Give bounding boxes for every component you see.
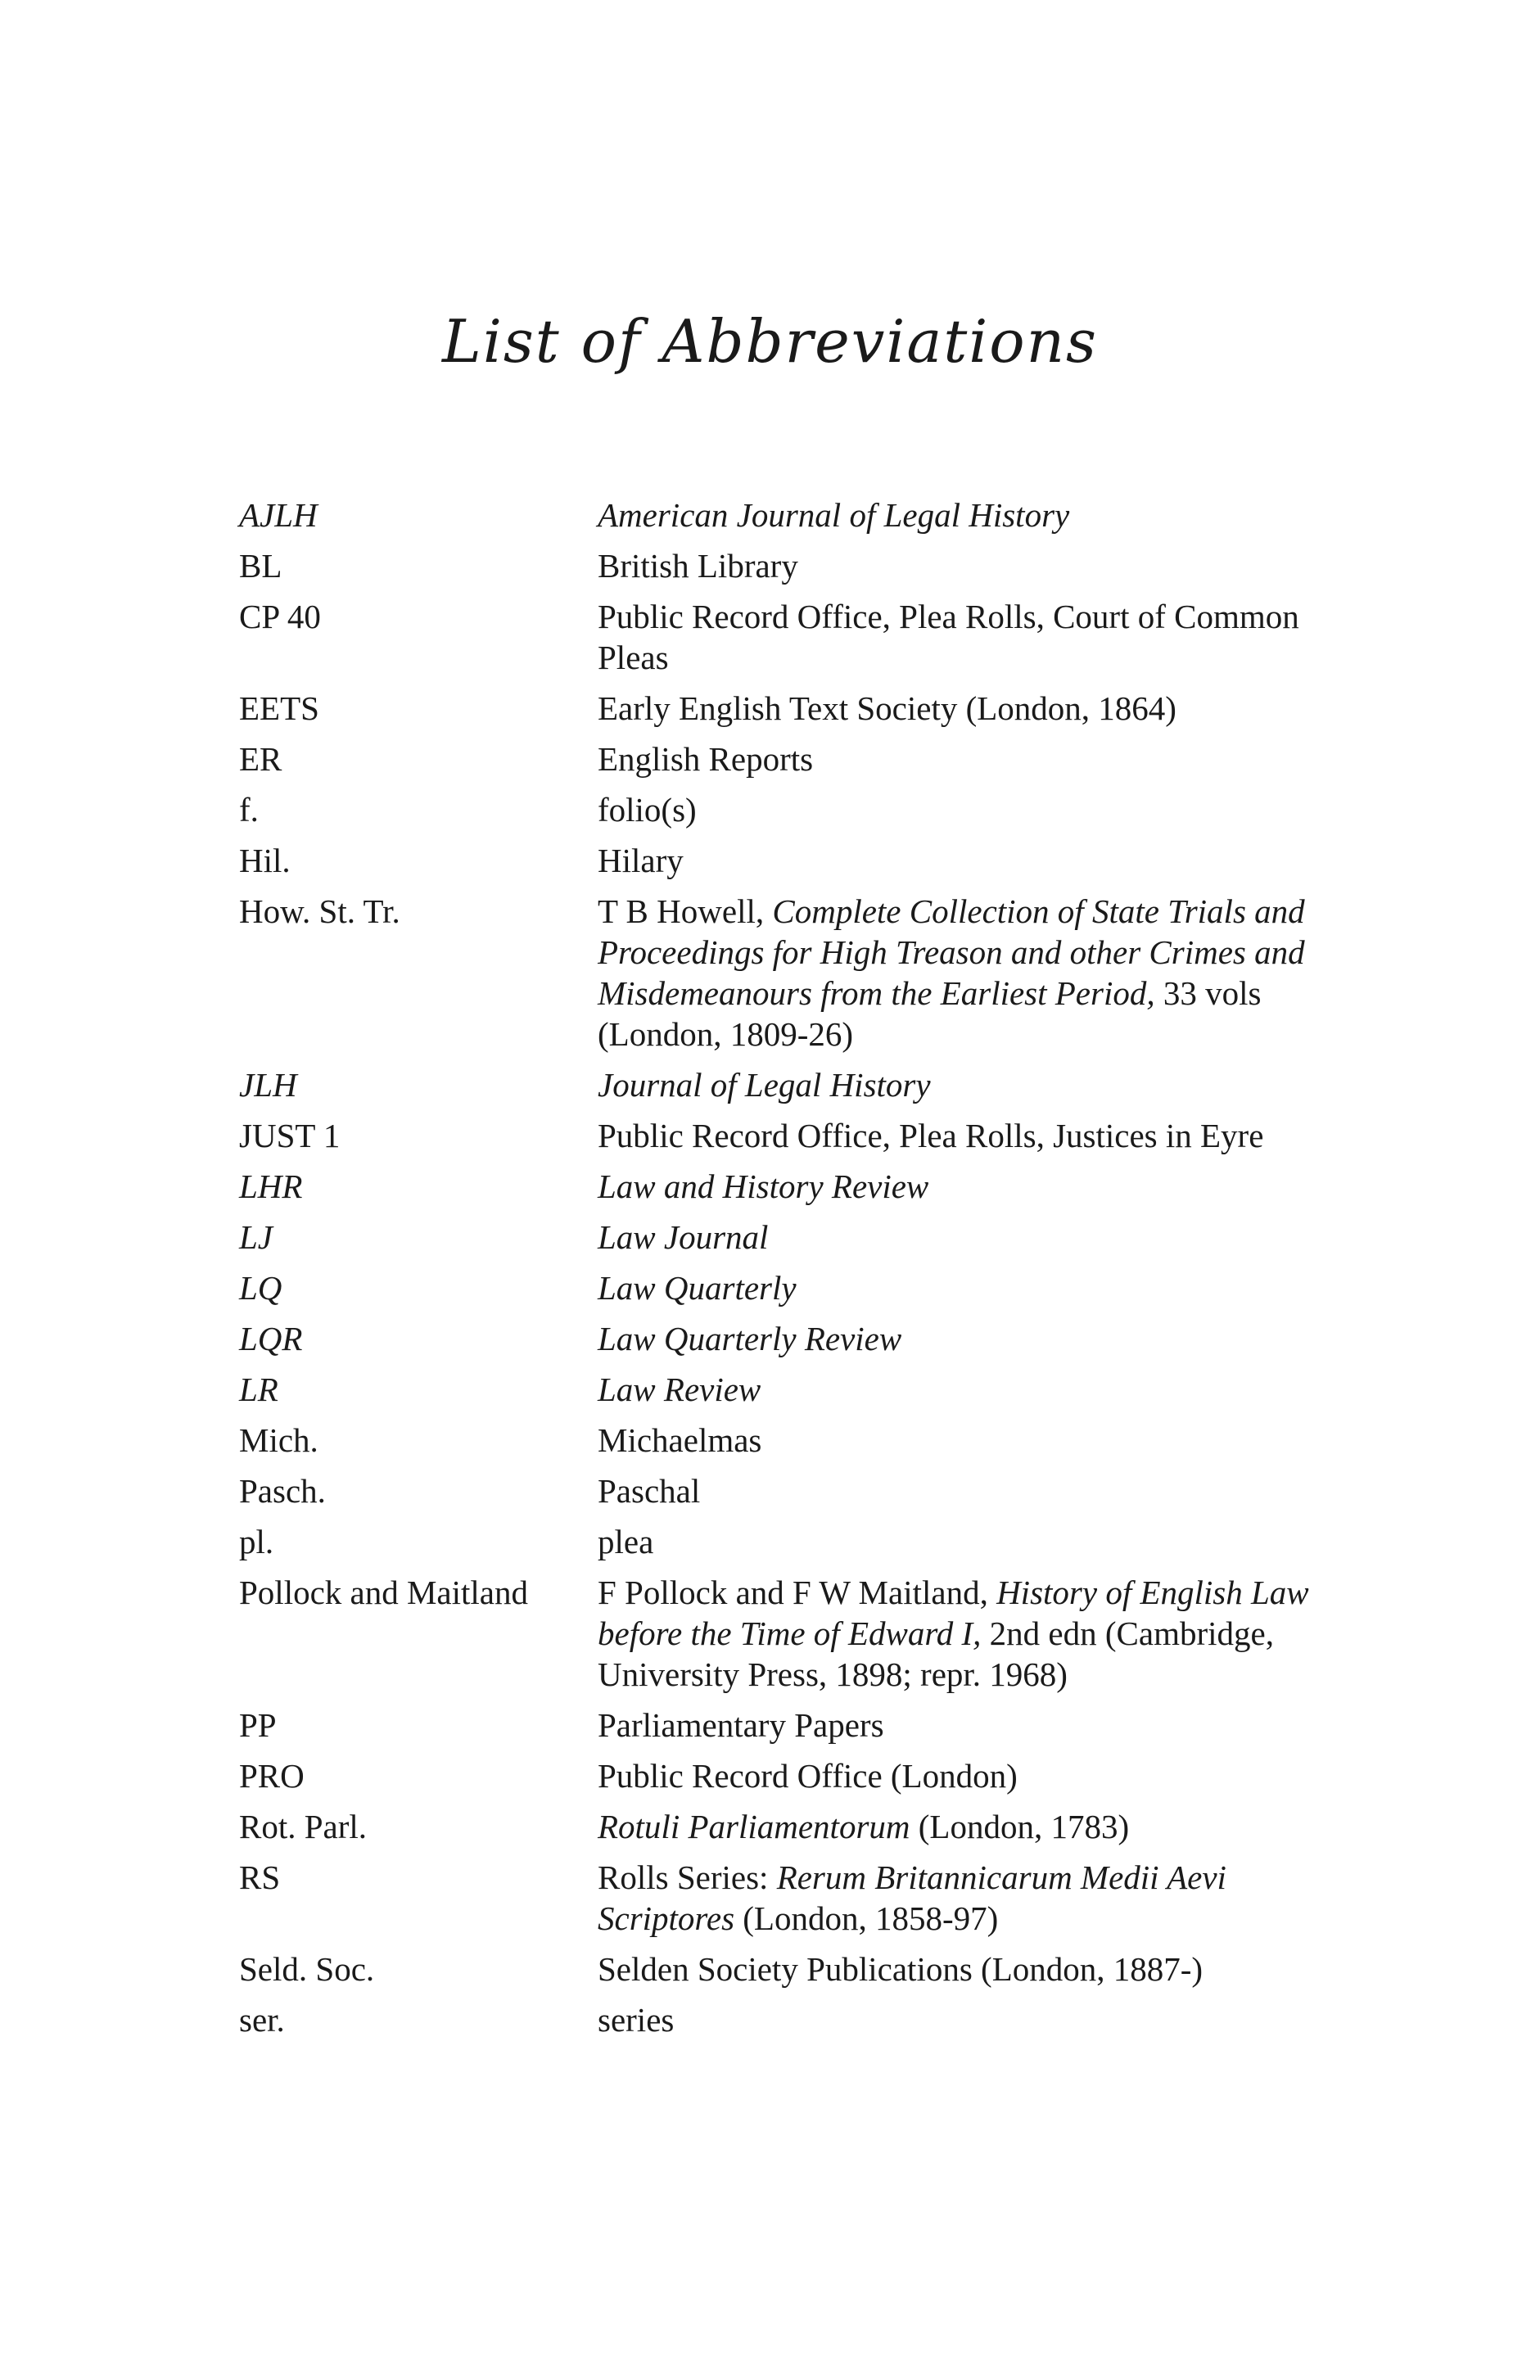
definition-segment: Michaelmas (598, 1421, 762, 1459)
definition-segment: History of English Law before the Time of Edward I, (598, 1574, 1309, 1652)
abbreviation-entry (239, 1857, 1328, 1939)
abbreviation-entry (239, 1064, 1328, 1105)
definition-segment: Law Quarterly Review (598, 1320, 902, 1357)
abbreviation-term: Pasch. (239, 1472, 326, 1510)
abbreviation-definition (598, 1857, 1328, 1939)
definition-segment: Law Journal (598, 1218, 769, 1256)
abbreviation-definition (598, 891, 1328, 1055)
abbreviation-entry (239, 1318, 1328, 1359)
abbreviation-entry (239, 1705, 1328, 1745)
abbreviation-term: BL (239, 547, 282, 585)
abbreviation-definition (598, 1166, 1328, 1207)
definition-segment: Rotuli Parliamentorum (598, 1808, 910, 1845)
abbreviation-entry (239, 1521, 1328, 1562)
abbreviation-entry (239, 545, 1328, 586)
abbreviation-term: JUST 1 (239, 1117, 341, 1154)
abbreviation-definition (598, 1318, 1328, 1359)
definition-segment: American Journal of Legal History (598, 496, 1070, 534)
abbreviation-term: ER (239, 740, 282, 778)
abbreviation-entry (239, 1115, 1328, 1156)
abbreviation-term: LR (239, 1371, 278, 1408)
abbreviation-term: JLH (239, 1066, 297, 1104)
abbreviation-entry (239, 1949, 1328, 1989)
definition-segment: Public Record Office, Plea Rolls, Justices in Eyre (598, 1117, 1264, 1154)
abbreviation-definition (598, 789, 1328, 830)
definition-segment: Journal of Legal History (598, 1066, 931, 1104)
definition-segment: (London, 1858-97) (734, 1899, 999, 1937)
abbreviation-definition (598, 1217, 1328, 1258)
definition-segment: folio(s) (598, 791, 697, 829)
definition-segment: Public Record Office, Plea Rolls, Court of Common Pleas (598, 598, 1299, 676)
definition-segment: T B Howell, (598, 892, 773, 930)
definition-segment: Law Review (598, 1371, 761, 1408)
abbreviation-entry (239, 738, 1328, 779)
abbreviation-term: Pollock and Maitland (239, 1574, 529, 1611)
definition-segment: series (598, 2001, 675, 2039)
abbreviation-term: f. (239, 791, 259, 829)
abbreviation-definition (598, 596, 1328, 678)
abbreviation-definition (598, 1572, 1328, 1695)
abbreviation-entry (239, 495, 1328, 535)
abbreviation-definition (598, 1420, 1328, 1461)
abbreviation-definition (598, 1999, 1328, 2040)
abbreviation-term: Mich. (239, 1421, 318, 1459)
abbreviation-entry (239, 1470, 1328, 1511)
abbreviation-entry (239, 1999, 1328, 2040)
abbreviation-term: AJLH (239, 496, 318, 534)
definition-segment: (London, 1783) (910, 1808, 1130, 1845)
abbreviation-entry (239, 596, 1328, 678)
abbreviation-entry (239, 1267, 1328, 1308)
abbreviation-term: CP 40 (239, 598, 321, 635)
abbreviation-entry (239, 1806, 1328, 1847)
abbreviation-entry (239, 1217, 1328, 1258)
abbreviation-term: ser. (239, 2001, 285, 2039)
abbreviation-definition (598, 840, 1328, 881)
abbreviation-term: PP (239, 1706, 277, 1744)
definition-segment: F Pollock and F W Maitland, (598, 1574, 997, 1611)
abbreviation-definition (598, 1267, 1328, 1308)
definition-segment: 2nd edn (Cambridge, University Press, 1898; repr. 1968) (598, 1615, 1274, 1693)
abbreviation-term: Hil. (239, 842, 291, 879)
abbreviation-term: How. St. Tr. (239, 892, 400, 930)
abbreviation-term: Seld. Soc. (239, 1950, 375, 1988)
abbreviation-definition (598, 545, 1328, 586)
abbreviation-definition (598, 738, 1328, 779)
abbreviation-term: PRO (239, 1757, 305, 1795)
definition-segment: Selden Society Publications (London, 1887-) (598, 1950, 1204, 1988)
abbreviation-entry (239, 789, 1328, 830)
abbreviation-entry (239, 1369, 1328, 1410)
abbreviation-definition (598, 1705, 1328, 1745)
abbreviation-term: RS (239, 1858, 281, 1896)
definition-segment: Public Record Office (London) (598, 1757, 1018, 1795)
definition-segment: 33 vols (London, 1809-26) (598, 974, 1262, 1053)
definition-segment: Law and History Review (598, 1167, 929, 1205)
abbreviation-entry (239, 1420, 1328, 1461)
abbreviation-term: Rot. Parl. (239, 1808, 368, 1845)
abbreviation-entry (239, 1755, 1328, 1796)
abbreviation-term: LHR (239, 1167, 303, 1205)
abbreviation-entry (239, 688, 1328, 729)
abbreviation-entry (239, 1166, 1328, 1207)
abbreviation-entry (239, 1572, 1328, 1695)
abbreviation-term: LJ (239, 1218, 273, 1256)
page-title: List of Abbreviations (442, 307, 1098, 376)
definition-segment: Rolls Series: (598, 1858, 777, 1896)
abbreviation-list (239, 495, 1328, 2050)
abbreviation-entry (239, 891, 1328, 1055)
abbreviation-definition (598, 1755, 1328, 1796)
abbreviation-definition (598, 1470, 1328, 1511)
abbreviation-definition (598, 1369, 1328, 1410)
definition-segment: Early English Text Society (London, 1864) (598, 689, 1176, 727)
abbreviation-entry (239, 840, 1328, 881)
abbreviation-definition (598, 1806, 1328, 1847)
definition-segment: English Reports (598, 740, 814, 778)
definition-segment: Hilary (598, 842, 684, 879)
abbreviation-term: pl. (239, 1523, 274, 1560)
abbreviation-definition (598, 495, 1328, 535)
abbreviation-term: LQR (239, 1320, 303, 1357)
abbreviation-definition (598, 688, 1328, 729)
definition-segment: Law Quarterly (598, 1269, 797, 1307)
abbreviation-term: LQ (239, 1269, 282, 1307)
definition-segment: Parliamentary Papers (598, 1706, 884, 1744)
definition-segment: Paschal (598, 1472, 701, 1510)
definition-segment: Complete Collection of State Trials and Proceedings for High Treason and other Crimes and Misdemeanours from the Earliest Period, (598, 892, 1305, 1012)
definition-segment: plea (598, 1523, 654, 1560)
abbreviation-term: EETS (239, 689, 319, 727)
abbreviation-definition (598, 1949, 1328, 1989)
abbreviation-definition (598, 1064, 1328, 1105)
abbreviation-definition (598, 1115, 1328, 1156)
definition-segment: British Library (598, 547, 798, 585)
definition-segment: Rerum Britannicarum Medii Aevi Scriptores (598, 1858, 1226, 1937)
abbreviation-definition (598, 1521, 1328, 1562)
